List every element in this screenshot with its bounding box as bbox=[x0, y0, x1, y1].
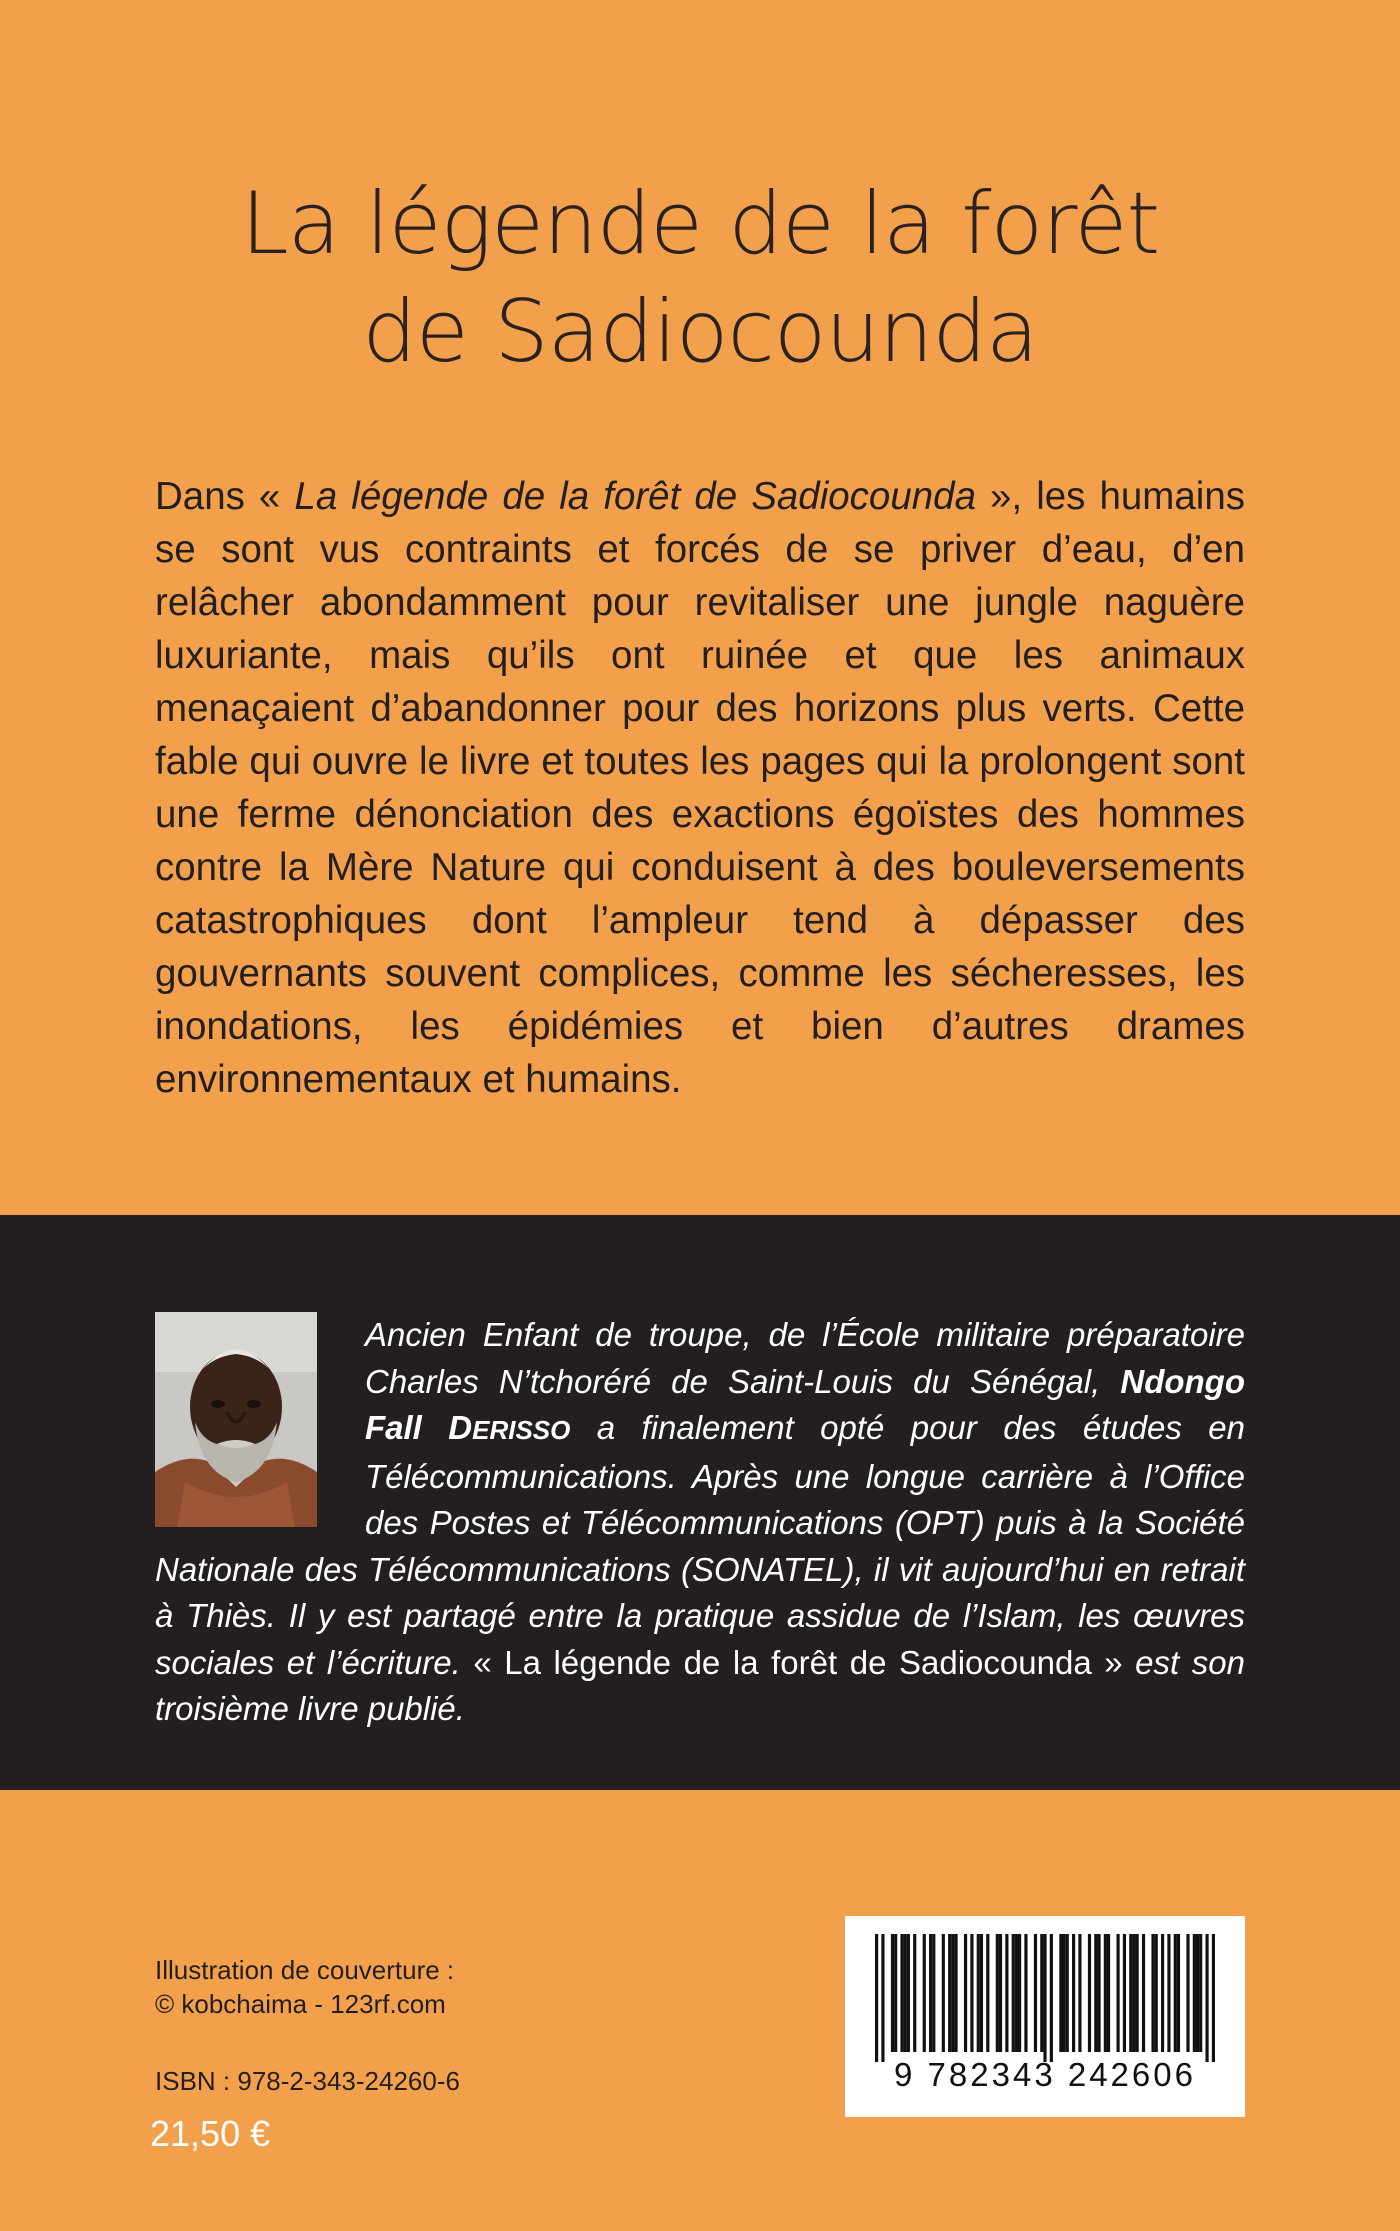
barcode-bar bbox=[1212, 1934, 1215, 2062]
barcode-bar bbox=[999, 1934, 1002, 2052]
barcode-bar bbox=[942, 1934, 945, 2052]
barcode-bar bbox=[900, 1934, 903, 2052]
barcode-bar bbox=[1132, 1934, 1135, 2052]
author-biography bbox=[155, 1312, 1245, 1733]
barcode-bar bbox=[1193, 1934, 1196, 2052]
barcode-bar bbox=[951, 1934, 954, 2052]
barcode-bar bbox=[1104, 1934, 1107, 2052]
barcode-bar bbox=[913, 1934, 916, 2052]
barcode-bar bbox=[907, 1934, 910, 2052]
barcode-bar bbox=[1078, 1934, 1081, 2052]
barcode-bar bbox=[1117, 1934, 1120, 2052]
barcode-bar bbox=[970, 1934, 973, 2052]
barcode-bar bbox=[923, 1934, 926, 2052]
barcode-bar bbox=[932, 1934, 935, 2052]
book-title bbox=[0, 170, 1400, 386]
blurb-text-1: Dans « bbox=[155, 475, 295, 518]
barcode-bar bbox=[996, 1934, 999, 2052]
barcode-bar bbox=[1196, 1934, 1199, 2052]
barcode-bar bbox=[1072, 1934, 1075, 2052]
barcode-bar bbox=[948, 1934, 951, 2052]
bio-book-title: « La légende de la forêt de Sadiocounda » bbox=[473, 1643, 1123, 1681]
barcode-bar bbox=[1151, 1934, 1154, 2052]
author-first-names: Ndongo Fall bbox=[365, 1362, 1245, 1446]
barcode-bar bbox=[1040, 1934, 1043, 2052]
barcode-bar bbox=[1024, 1934, 1027, 2052]
barcode-bar bbox=[1005, 1934, 1008, 2052]
price: 21,50 € bbox=[150, 2113, 271, 2154]
barcode bbox=[845, 1916, 1245, 2117]
barcode-bar bbox=[1088, 1934, 1091, 2052]
barcode-bar bbox=[1097, 1934, 1100, 2052]
barcode-bar bbox=[986, 1934, 989, 2052]
author-surname-initial: D bbox=[448, 1409, 473, 1446]
barcode-bar bbox=[1015, 1934, 1018, 2052]
photo-spacer bbox=[155, 1312, 365, 1527]
book-title-line-1: La légende de la forêt bbox=[240, 173, 1160, 274]
barcode-bar bbox=[1161, 1934, 1164, 2052]
barcode-bar bbox=[894, 1934, 897, 2052]
barcode-bar bbox=[1167, 1934, 1170, 2052]
credits-line-1: Illustration de couverture : bbox=[155, 1955, 455, 1985]
barcode-bar bbox=[1174, 1934, 1177, 2052]
barcode-bar bbox=[1129, 1934, 1132, 2052]
barcode-bar bbox=[875, 1934, 878, 2062]
barcode-bar bbox=[1123, 1934, 1126, 2052]
barcode-bar bbox=[1142, 1934, 1145, 2052]
barcode-bar bbox=[904, 1934, 907, 2052]
barcode-bar bbox=[1012, 1934, 1015, 2052]
credits-line-2: © kobchaima - 123rf.com bbox=[155, 1989, 446, 2019]
barcode-bar bbox=[1136, 1934, 1139, 2052]
illustration-credits bbox=[155, 1953, 454, 2021]
barcode-bar bbox=[1059, 1934, 1062, 2052]
back-cover-blurb bbox=[155, 470, 1245, 1106]
barcode-bar bbox=[1062, 1934, 1065, 2052]
barcode-bar bbox=[1034, 1934, 1037, 2052]
barcode-bar bbox=[1066, 1934, 1069, 2052]
blurb-text-2: », les humains se sont vus contraints et forcés de se priver d’eau, d’en relâcher abondamment pour revitaliser une jungle naguère luxuriante, mais qu’ils ont ruinée et que les animaux menaçaient d’abandonner pour des horizons plus verts. Cette fable qui ouvre le livre et toutes les pages qui la prolongent sont une ferme dénonciation des exactions égoïstes des hommes contre la Mère Nature qui conduisent à des bouleversements catastrophiques dont l’ampleur tend à dépasser des gouvernants souvent complices, comme les sécheresses, les inondations, les épidémies et bien d’autres drames environnementaux et humains. bbox=[155, 475, 1246, 1101]
barcode-bar bbox=[1155, 1934, 1158, 2052]
barcode-bar bbox=[891, 1934, 894, 2052]
barcode-bar bbox=[1050, 1934, 1053, 2062]
isbn-number: ISBN : 978-2-343-24260-6 bbox=[155, 2066, 460, 2096]
barcode-bar bbox=[929, 1934, 932, 2052]
barcode-bar bbox=[1018, 1934, 1021, 2052]
barcode-bar bbox=[1186, 1934, 1189, 2052]
barcode-bar bbox=[1107, 1934, 1110, 2052]
barcode-bar bbox=[954, 1934, 957, 2052]
barcode-bar bbox=[1205, 1934, 1208, 2062]
barcode-bar bbox=[1094, 1934, 1097, 2052]
barcode-bar bbox=[1199, 1934, 1202, 2052]
barcode-bar bbox=[881, 1934, 884, 2062]
blurb-paragraph bbox=[155, 470, 1245, 1106]
barcode-bar bbox=[964, 1934, 967, 2052]
bio-text-1: Ancien Enfant de troupe, de l’École militaire préparatoire Charles N’tchoréré de Saint-Louis du Sénégal, bbox=[365, 1316, 1245, 1400]
barcode-digits: 9 782343 242606 bbox=[894, 2056, 1196, 2093]
blurb-book-title: La légende de la forêt de Sadiocounda bbox=[294, 475, 976, 518]
bio-text-3: est son troisième livre publié. bbox=[155, 1643, 1245, 1727]
barcode-bar bbox=[1177, 1934, 1180, 2052]
bio-text-2: a finalement opté pour des études en Télécommunications. Après une longue carrière à l’Office des Postes et Télécommunications (OPT) puis à la Société Nationale des Télécommunications (SONATEL), il vit aujourd’hui en retrait à Thiès. Il y est partagé entre la pratique assidue de l’Islam, les œuvres sociales et l’écriture. bbox=[155, 1409, 1246, 1681]
barcode-bar bbox=[977, 1934, 980, 2052]
book-title-line-2: de Sadiocounda bbox=[362, 281, 1038, 382]
author-surname-rest: ERISSO bbox=[472, 1415, 571, 1445]
barcode-bar bbox=[980, 1934, 983, 2052]
barcode-bar bbox=[1043, 1934, 1046, 2062]
